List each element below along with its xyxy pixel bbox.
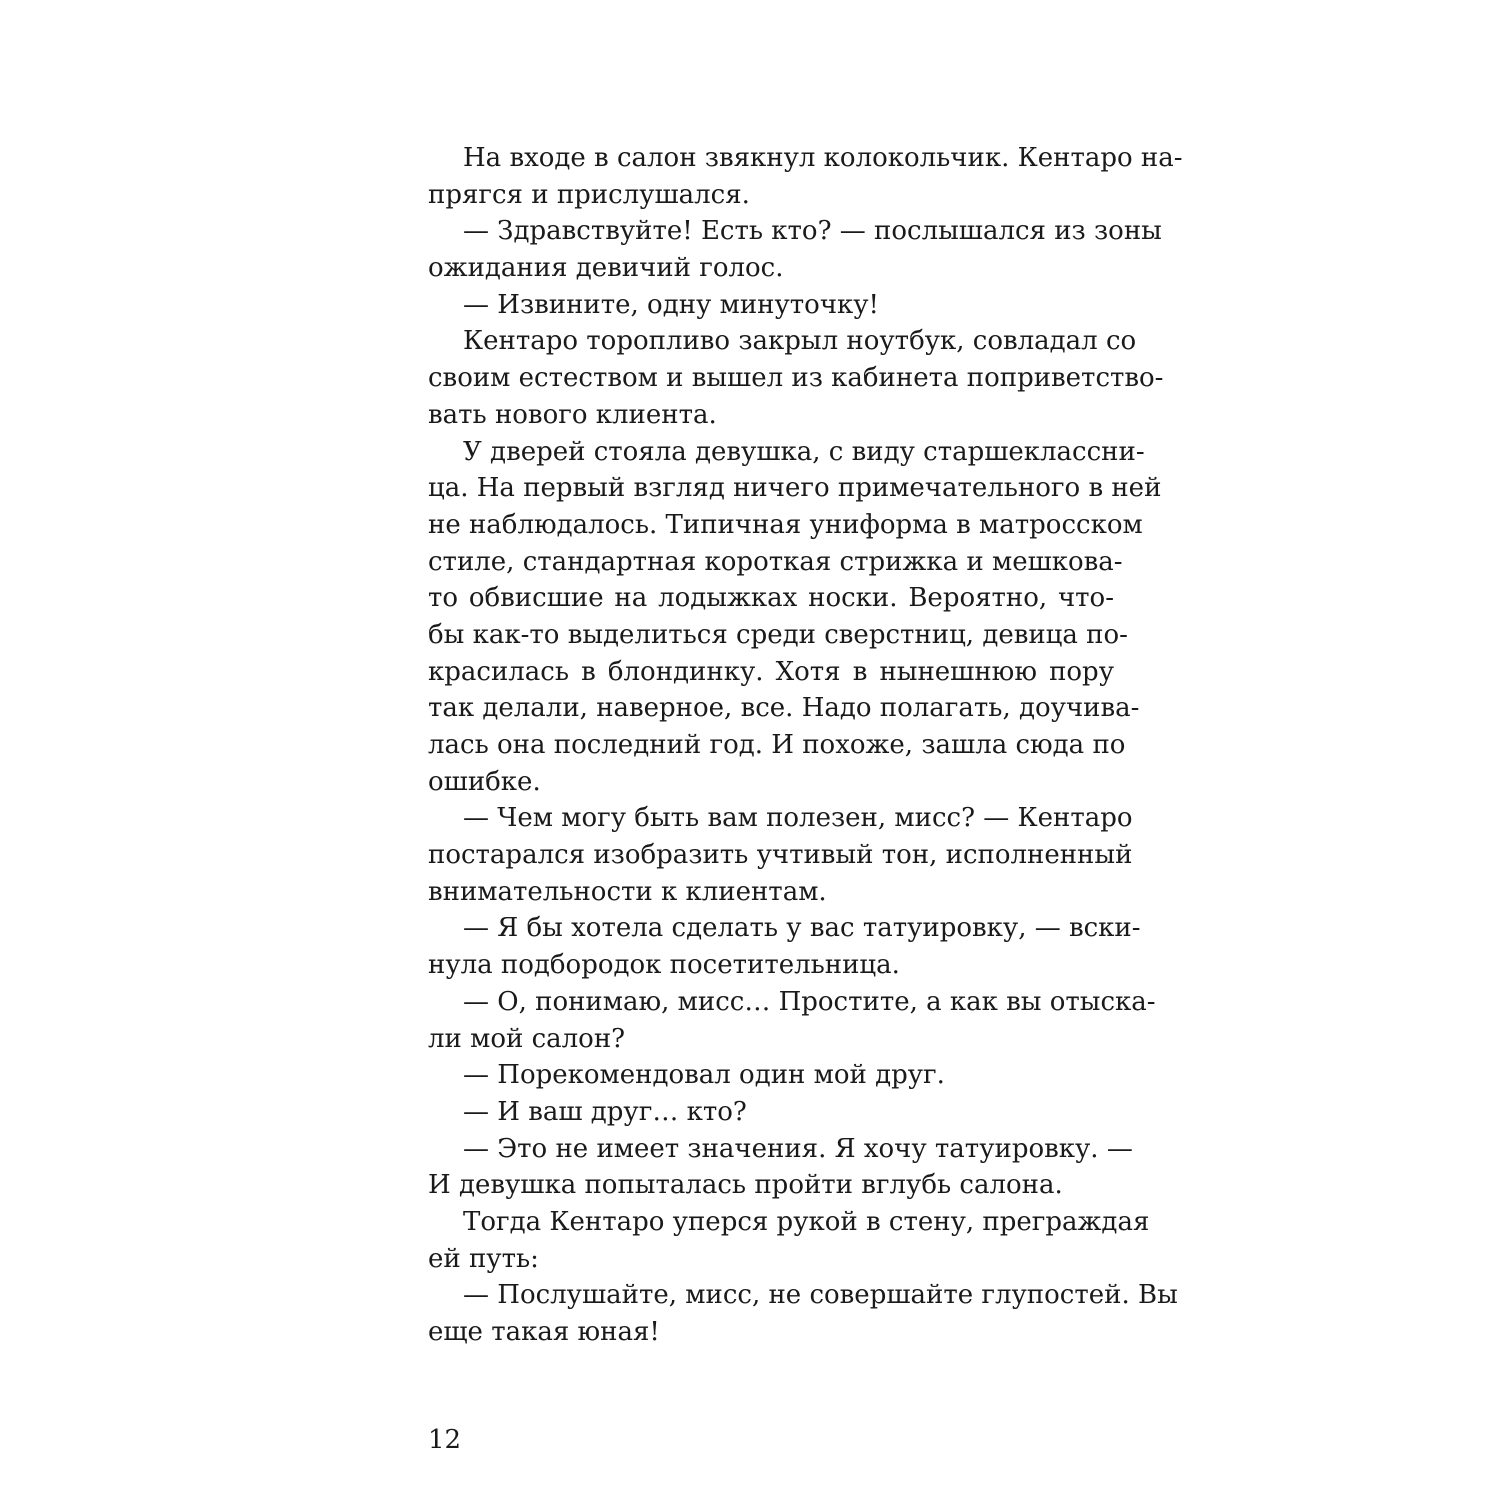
text-line: — Я бы хотела сделать у вас татуировку, — вски- [463, 913, 1141, 944]
text-line: ожидания девичий голос. [428, 253, 784, 284]
text-line: не наблюдалось. Типичная униформа в матросском [428, 509, 1143, 540]
text-line: — И ваш друг… кто? [463, 1096, 747, 1127]
text-line: На входе в салон звякнул колокольчик. Кентаро на- [463, 143, 1183, 173]
text-line: И девушка попыталась пройти вглубь салона. [428, 1170, 1063, 1201]
text-line: У дверей стояла девушка, с виду старшеклассни- [463, 436, 1145, 467]
text-line: — Это не имеет значения. Я хочу татуировку. — [463, 1133, 1133, 1164]
text-line: Тогда Кентаро уперся рукой в стену, преграждая [463, 1206, 1150, 1237]
text-line: ли мой салон? [428, 1023, 626, 1054]
text-line: так делали, наверное, все. Надо полагать, доучива- [428, 693, 1140, 724]
text-line: — Послушайте, мисс, не совершайте глупостей. Вы [463, 1280, 1178, 1311]
text-line: ей путь: [428, 1243, 539, 1274]
text-line: — Здравствуйте! Есть кто? — послышался из зоны [463, 216, 1162, 247]
text-line: внимательности к клиентам. [428, 876, 827, 907]
text-line: красилась в блондинку. Хотя в нынешнюю пору [428, 656, 1114, 687]
text-line: то обвисшие на лодыжках носки. Вероятно, что- [428, 583, 1114, 614]
text-line: — Извините, одну минуточку! [463, 289, 879, 320]
text-line: — О, понимаю, мисс… Простите, а как вы отыска- [463, 986, 1156, 1017]
text-line: Кентаро торопливо закрыл ноутбук, совладал со [463, 326, 1137, 357]
page-number: 12 [428, 1425, 462, 1455]
body-text [428, 140, 1183, 1351]
text-line: прягся и прислушался. [428, 179, 750, 210]
text-line: нула подбородок посетительница. [428, 950, 900, 981]
text-line: лась она последний год. И похоже, зашла сюда по [428, 730, 1126, 760]
text-line: своим естеством и вышел из кабинета поприветство- [428, 363, 1164, 394]
text-line: — Порекомендовал один мой друг. [463, 1060, 945, 1091]
text-line: еще такая юная! [428, 1317, 660, 1347]
text-line: ошибке. [428, 766, 541, 797]
text-line: бы как-то выделиться среди сверстниц, девица по- [428, 619, 1128, 650]
text-line: — Чем могу быть вам полезен, мисс? — Кентаро [463, 803, 1133, 834]
text-line: вать нового клиента. [428, 399, 717, 430]
text-line: ца. На первый взгляд ничего примечательного в ней [428, 473, 1162, 504]
text-line: постарался изобразить учтивый тон, исполненный [428, 840, 1133, 871]
text-line: стиле, стандартная короткая стрижка и мешкова- [428, 546, 1123, 577]
